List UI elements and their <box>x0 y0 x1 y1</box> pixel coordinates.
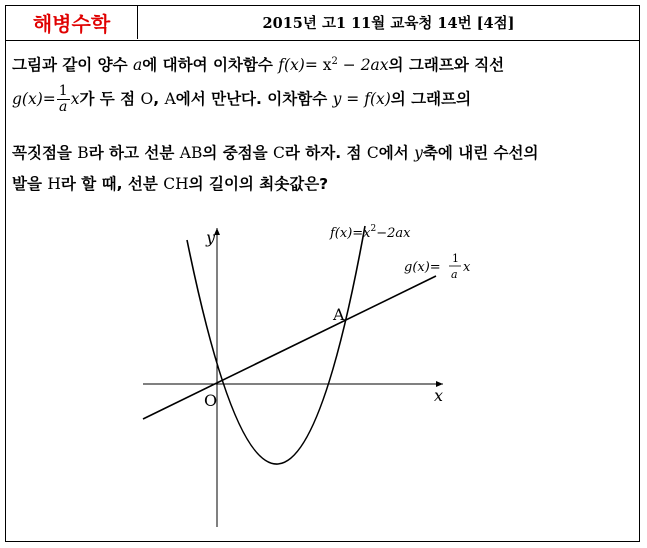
text: 라 하고 선분 <box>88 144 180 162</box>
segment-ab: AB <box>179 144 203 162</box>
g-label-numerator: 1 <box>452 252 459 265</box>
f-label-exponent: 2 <box>370 224 377 234</box>
text: 에서 <box>378 144 415 162</box>
point-o: O <box>140 90 154 108</box>
text: 에서 만난다. 이차함수 <box>175 90 333 108</box>
parabola-curve <box>187 226 365 464</box>
func-f-rest: − 2ax <box>337 56 389 75</box>
point-c: C <box>273 144 285 162</box>
brand-label: 해병수학 <box>6 6 138 39</box>
equals-x: = x <box>304 56 332 75</box>
text: 그림과 같이 양수 <box>12 56 134 75</box>
g-label-x: x <box>463 260 471 275</box>
g-label-denominator: a <box>451 268 458 281</box>
func-f: f(x) <box>278 56 305 75</box>
source-label: 2015년 고1 11월 교육청 14번 [4점] <box>262 15 515 32</box>
denominator: a <box>57 99 70 115</box>
equals: = <box>42 90 56 108</box>
x-axis-label: x <box>434 386 444 405</box>
numerator: 1 <box>58 83 68 99</box>
text: 라 할 때, 선분 <box>60 175 164 193</box>
text: 축에 내린 수선의 <box>422 144 539 162</box>
text: 가 두 점 <box>79 90 141 108</box>
text: 의 그래프와 직선 <box>388 56 505 75</box>
text: 의 길이의 최솟값은? <box>188 175 329 193</box>
text: 꼭짓점을 <box>12 144 78 162</box>
text: 의 그래프의 <box>390 90 472 108</box>
func-y: y = f(x) <box>332 90 391 108</box>
exponent: 2 <box>331 56 338 67</box>
point-h: H <box>47 175 61 193</box>
func-g: g(x) <box>12 90 43 108</box>
text: , <box>153 90 165 108</box>
text: 의 중점을 <box>202 144 274 162</box>
text: 라 하자. 점 <box>284 144 367 162</box>
var-a: a <box>133 56 143 75</box>
segment-ch: CH <box>163 175 189 193</box>
point-b: B <box>77 144 89 162</box>
point-a: A <box>164 90 176 108</box>
var-x: x <box>70 90 80 108</box>
f-label-main: f(x)=x <box>330 226 371 241</box>
f-label <box>329 224 411 241</box>
text: 발을 <box>12 175 48 193</box>
point-c: C <box>366 144 379 162</box>
f-label-rest: −2ax <box>376 226 411 241</box>
text: 에 대하여 이차함수 <box>142 56 279 75</box>
y-axis-label: y <box>206 228 216 247</box>
g-label: g(x)= <box>404 260 441 275</box>
origin-label: O <box>204 391 218 410</box>
line-g <box>143 276 436 419</box>
var-y: y <box>414 144 423 162</box>
point-a-label: A <box>333 305 345 324</box>
